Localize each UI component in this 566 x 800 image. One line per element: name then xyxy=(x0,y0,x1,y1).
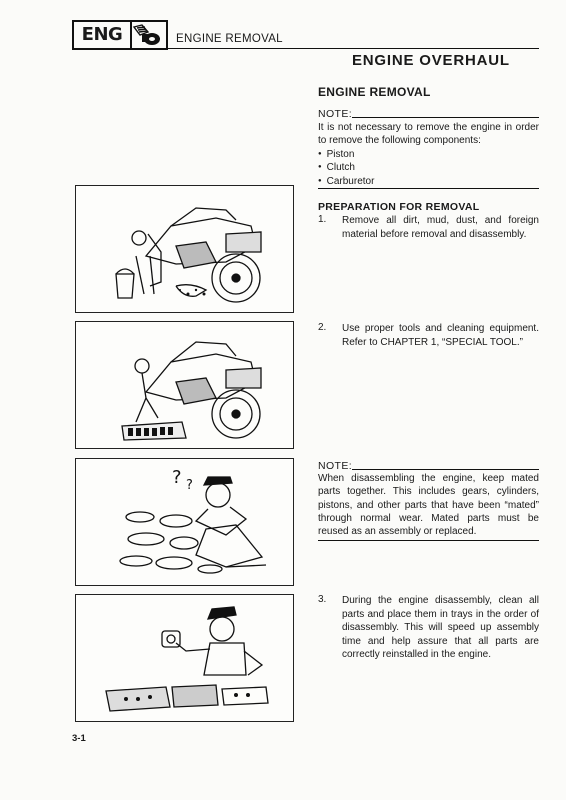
header-section-label: ENGINE REMOVAL xyxy=(176,33,283,45)
note1-text: It is not necessary to remove the engine in order to remove the following components: xyxy=(318,122,539,147)
illustration-motorcycle-cleaning xyxy=(75,185,294,313)
motorcycle-wash-illustration xyxy=(76,186,293,312)
step2-number: 2. xyxy=(318,322,327,333)
note2-text: When disassembling the engine, keep mated parts together. This includes gears, cylinders, pistons, and other parts that have been “mated” through normal wear. Mated parts must be reused as an assembly or replaced. xyxy=(318,473,539,538)
illustration-mated-parts xyxy=(75,458,294,586)
engine-icon xyxy=(128,22,166,48)
svg-text:?: ? xyxy=(172,467,182,488)
note2-rule-top xyxy=(352,469,539,470)
preparation-heading: PREPARATION FOR REMOVAL xyxy=(318,201,480,213)
note1-label: NOTE: xyxy=(318,108,353,120)
note2-rule-bottom xyxy=(318,540,539,541)
step3-text: During the engine disassembly, clean all parts and place them in trays in the order of disassembly. This will speed up assembly time and help assure that all parts are correctly reinstalled in the engine. xyxy=(342,595,539,661)
svg-text:?: ? xyxy=(186,478,193,493)
section-subtitle: ENGINE REMOVAL xyxy=(318,85,431,99)
mechanic-thinking-illustration xyxy=(76,459,293,585)
list-item: ● Clutch xyxy=(318,161,539,174)
note1-rule-bottom xyxy=(318,188,539,189)
step3-number: 3. xyxy=(318,594,327,605)
header-rule-left xyxy=(72,48,168,49)
note1-list xyxy=(318,148,539,188)
illustration-tools xyxy=(75,321,294,449)
step2-text: Use proper tools and cleaning equipment. Refer to CHAPTER 1, “SPECIAL TOOL.” xyxy=(342,323,539,348)
illustration-parts-trays xyxy=(75,594,294,722)
header-rule xyxy=(168,48,539,49)
step1-number: 1. xyxy=(318,214,327,225)
note2-label: NOTE: xyxy=(318,460,353,472)
mechanic-trays-illustration xyxy=(76,595,293,721)
engine-icon-box xyxy=(128,20,168,50)
page-title: ENGINE OVERHAUL xyxy=(352,52,510,69)
note1-rule-top xyxy=(352,117,539,118)
list-item: ● Carburetor xyxy=(318,175,539,188)
page-number: 3-1 xyxy=(72,733,86,744)
step1-text: Remove all dirt, mud, dust, and foreign material before removal and disassembly. xyxy=(342,215,539,240)
list-item: ● Piston xyxy=(318,148,539,161)
eng-badge: ENG xyxy=(72,20,132,50)
tools-illustration xyxy=(76,322,293,448)
